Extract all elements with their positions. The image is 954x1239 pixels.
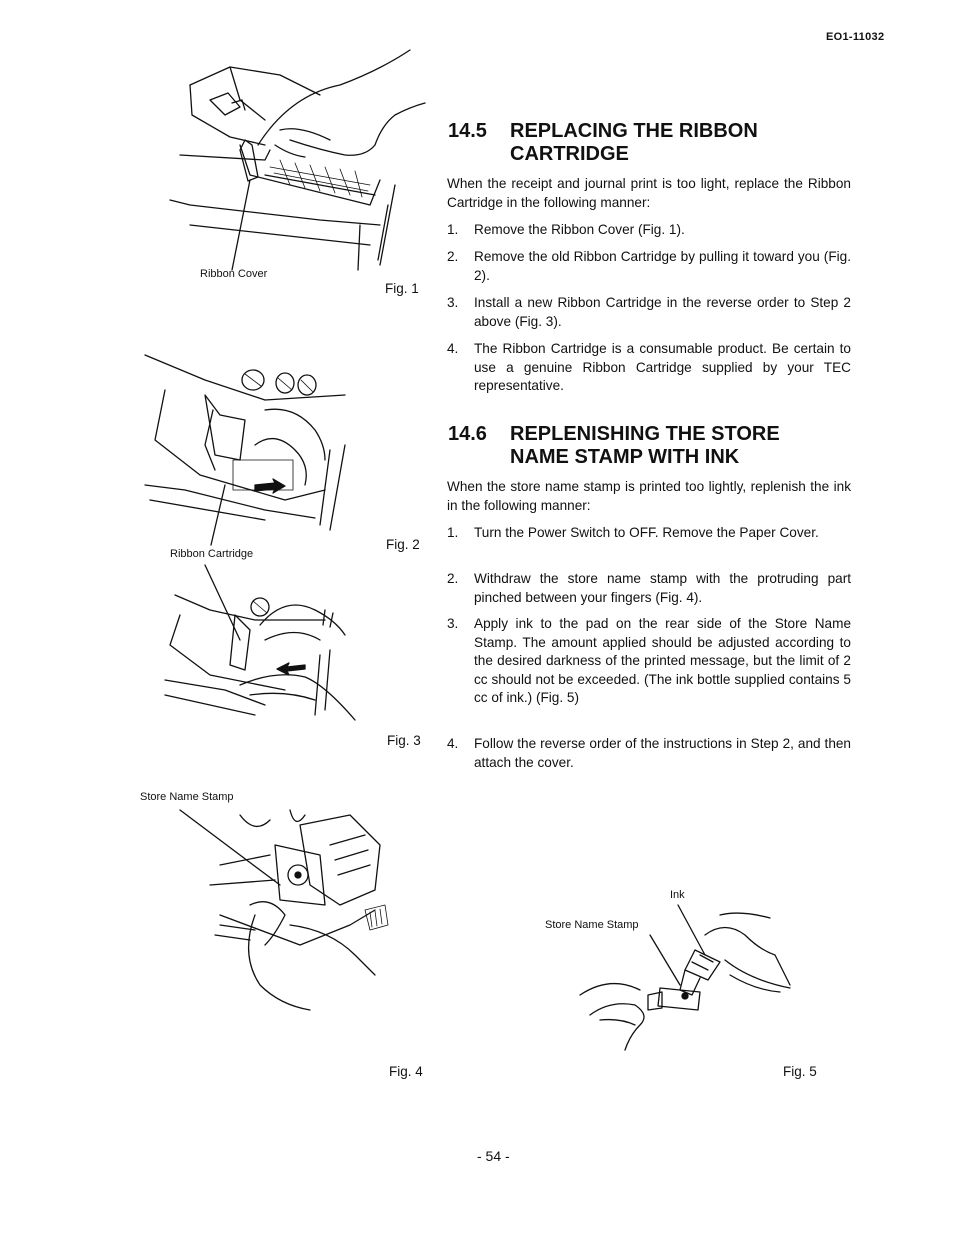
step-number: 3. — [447, 295, 459, 310]
step-text: Remove the old Ribbon Cartridge by pulling it toward you (Fig. 2). — [474, 249, 851, 283]
section-14-6-title-line1: REPLENISHING THE STORE — [510, 423, 780, 445]
fig2-label: Fig. 2 — [386, 537, 420, 552]
fig5-illustration — [580, 900, 795, 1055]
section-14-6-intro: When the store name stamp is printed too lightly, replenish the ink in the following manner: — [447, 479, 851, 513]
fig2-illustration — [145, 350, 375, 550]
fig1-label: Fig. 1 — [385, 281, 419, 296]
section-14-6-heading — [448, 423, 780, 469]
fig3-label: Fig. 3 — [387, 733, 421, 748]
step-number: 2. — [447, 571, 459, 586]
fig4-callout-store-name-stamp: Store Name Stamp — [140, 791, 234, 803]
section-14-5-intro: When the receipt and journal print is too light, replace the Ribbon Cartridge in the following manner: — [447, 176, 851, 210]
step-text: Remove the Ribbon Cover (Fig. 1). — [474, 222, 685, 237]
step-text: Follow the reverse order of the instructions in Step 2, and then attach the cover. — [474, 736, 851, 770]
step-text: Turn the Power Switch to OFF. Remove the Paper Cover. — [474, 525, 819, 540]
fig5-label: Fig. 5 — [783, 1064, 817, 1079]
step-number: 1. — [447, 525, 459, 540]
step-text: Withdraw the store name stamp with the protruding part pinched between your fingers (Fig. 4). — [474, 571, 851, 605]
step-number: 3. — [447, 616, 459, 631]
section-14-5-step — [447, 294, 851, 331]
fig4-label: Fig. 4 — [389, 1064, 423, 1079]
step-number: 4. — [447, 736, 459, 751]
fig2-callout-ribbon-cartridge: Ribbon Cartridge — [170, 548, 254, 560]
step-number: 4. — [447, 341, 459, 356]
fig3-illustration — [165, 565, 365, 730]
page-number: - 54 - — [477, 1148, 510, 1164]
document-number: EO1-11032 — [826, 31, 885, 43]
section-14-5-step — [447, 221, 851, 240]
step-text: Apply ink to the pad on the rear side of the Store Name Stamp. The amount applied should be adjusted according to the desired darkness of the printed message, but the limit of 2 cc should not be exceeded. (The ink bottle supplied contains 5 cc of ink.) (Fig. 5) — [474, 616, 851, 705]
section-14-6-step — [447, 570, 851, 607]
section-14-6-step — [447, 735, 851, 772]
step-number: 2. — [447, 249, 459, 264]
fig1-illustration — [170, 45, 430, 280]
step-text: Install a new Ribbon Cartridge in the reverse order to Step 2 above (Fig. 3). — [474, 295, 851, 329]
section-14-5-heading — [448, 120, 758, 166]
section-14-5-title-line1: REPLACING THE RIBBON — [510, 120, 758, 142]
section-14-5-number: 14.5 — [448, 120, 487, 142]
fig1-callout-ribbon-cover: Ribbon Cover — [200, 268, 268, 280]
fig5-callout-ink: Ink — [670, 889, 685, 901]
fig4-illustration — [180, 805, 400, 1010]
section-14-5-step — [447, 340, 851, 396]
step-text: The Ribbon Cartridge is a consumable product. Be certain to use a genuine Ribbon Cartridge supplied by your TEC representative. — [474, 341, 851, 393]
section-14-5-step — [447, 248, 851, 285]
fig5-callout-store-name-stamp: Store Name Stamp — [545, 919, 639, 931]
section-14-6-title-line2: NAME STAMP WITH INK — [510, 446, 740, 468]
section-14-6-step — [447, 524, 851, 543]
step-number: 1. — [447, 222, 459, 237]
section-14-5-title-line2: CARTRIDGE — [510, 143, 629, 165]
section-14-6-number: 14.6 — [448, 423, 487, 445]
section-14-6-step — [447, 615, 851, 708]
